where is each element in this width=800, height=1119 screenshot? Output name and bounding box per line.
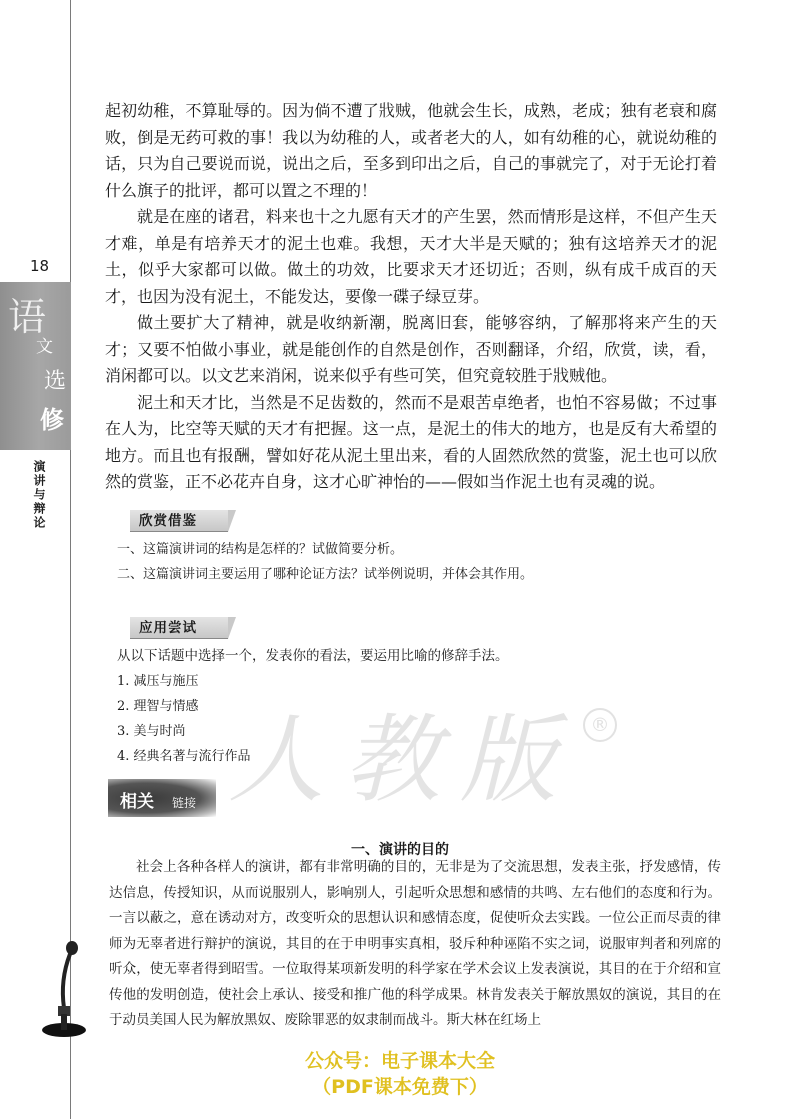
publisher-watermark: 人教版 — [228, 704, 576, 816]
list-item: 1. 减压与施压 — [117, 674, 199, 689]
footer-line-2: （PDF课本免费下） — [312, 1076, 488, 1098]
side-tab-char-2: 文 — [36, 337, 53, 357]
related-label: 相关 — [120, 792, 154, 812]
side-tab-char-3: 选 — [44, 369, 67, 394]
side-tab-char-4: 修 — [40, 405, 64, 434]
page-number: 18 — [30, 257, 50, 275]
body-paragraph: 起初幼稚，不算耻辱的。因为倘不遭了戕贼，他就会生长，成熟，老成；独有老衰和腐败，倒是无药可救的事！我以为幼稚的人，或者老大的人，如有幼稚的心，就说幼稚的话，只为自己要说而说，说出之后，至多到印出之后，自己的事就完了，对于无论打着什么旗子的批评，都可以置之不理的！ — [105, 101, 717, 200]
side-section-label: 演讲与辩论 — [32, 460, 46, 530]
footer-line-1: 公众号：电子课本大全 — [304, 1050, 495, 1072]
related-title: 一、演讲的目的 — [351, 842, 449, 858]
list-item: 二、这篇演讲词主要运用了哪种论证方法？试举例说明，并体会其作用。 — [117, 567, 534, 582]
related-paragraph: 社会上各种各样人的演讲，都有非常明确的目的，无非是为了交流思想，发表主张，抒发感情，传达信息，传授知识，从而说服别人，影响别人，引起听众思想和感情的共鸣、左右他们的态度和行为。一言以蔽之，意在诱动对方，改变听众的思想认识和感情态度，促使听众去实践。一位公正而尽责的律师为无辜者进行辩护的演说，其目的在于申明事实真相，驳斥种种诬陷不实之词，说服审判者和列席的听众，使无辜者得到昭雪。一位取得某项新发明的科学家在学术会议上发表演说，其目的在于介绍和宣传他的发明创造，使社会上承认、接受和推广他的科学成果。林肯发表关于解放黑奴的演说，其目的在于动员美国人民为解放黑奴、废除罪恶的奴隶制而战斗。斯大林在红场上 — [109, 859, 721, 1028]
body-paragraph: 就是在座的诸君，料来也十之九愿有天才的产生罢，然而情形是这样，不但产生天才难，单是有培养天才的泥土也难。我想，天才大半是天赋的；独有这培养天才的泥土，似乎大家都可以做。做土的功效，比要求天才还切近；否则，纵有成千成百的天才，也因为没有泥土，不能发达，要像一碟子绿豆芽。 — [105, 207, 717, 306]
application-intro: 从以下话题中选择一个，发表你的看法，要运用比喻的修辞手法。 — [117, 648, 509, 664]
related-link-banner — [108, 779, 216, 817]
appreciation-list — [117, 537, 717, 587]
list-item: 2. 理智与情感 — [117, 699, 199, 714]
microphone-icon — [40, 940, 90, 1040]
body-paragraph: 做土要扩大了精神，就是收纳新潮，脱离旧套，能够容纳，了解那将来产生的天才；又要不怕做小事业，就是能创作的自然是创作，否则翻译，介绍，欣赏，读，看，消闲都可以。以文艺来消闲，说来似乎有些可笑，但究竟较胜于戕贼他。 — [105, 313, 717, 385]
application-heading: 应用尝试 — [130, 617, 228, 639]
list-item: 一、这篇演讲词的结构是怎样的？试做简要分析。 — [117, 542, 404, 557]
related-body — [109, 855, 721, 1034]
side-tab-char-1: 语 — [8, 295, 47, 339]
registered-mark: ® — [583, 708, 617, 742]
appreciation-heading: 欣赏借鉴 — [130, 510, 228, 532]
related-sublabel: 链接 — [172, 796, 197, 810]
list-item: 3. 美与时尚 — [117, 724, 186, 739]
list-item: 4. 经典名著与流行作品 — [117, 749, 251, 764]
main-body — [105, 98, 717, 496]
application-list — [117, 644, 717, 769]
body-paragraph: 泥土和天才比，当然是不足齿数的，然而不是艰苦卓绝者，也怕不容易做；不过事在人为，比空等天赋的天才有把握。这一点，是泥土的伟大的地方，也是反有大希望的地方。而且也有报酬，譬如好花从泥土里出来，看的人固然欣然的赏鉴，泥土也可以欣然的赏鉴，正不必花卉自身，这才心旷神怡的——假如当作泥土也有灵魂的说。 — [105, 392, 717, 491]
chapter-side-tab — [0, 282, 71, 450]
